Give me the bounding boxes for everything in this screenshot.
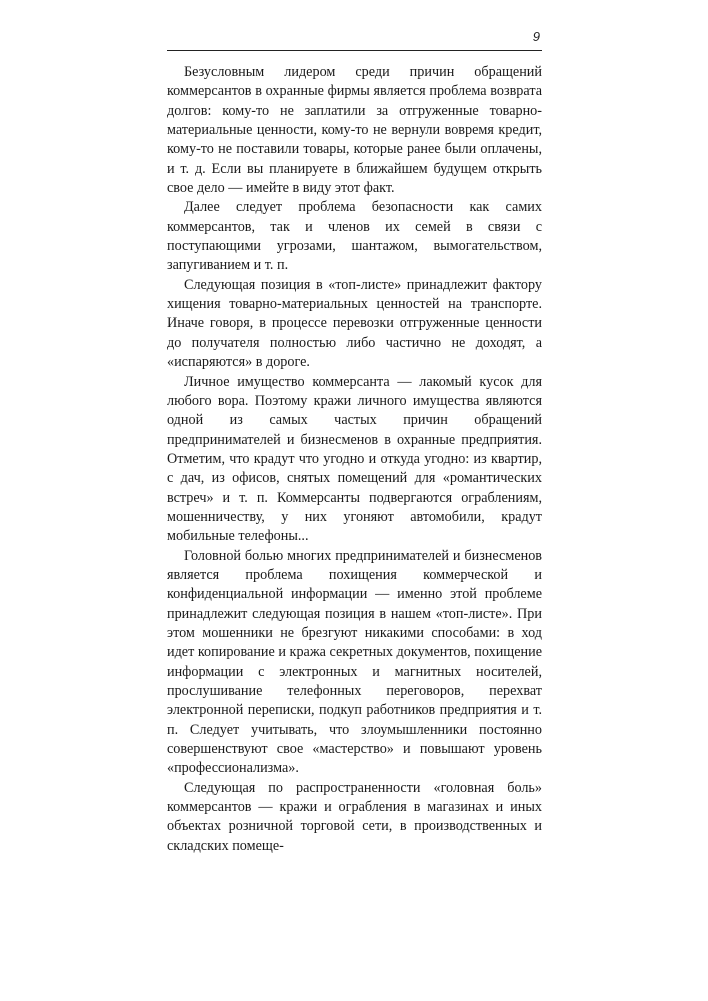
paragraph: Следующая по распространенности «головная боль» коммерсантов — кражи и ограбления в магазинах и иных объектах розничной торговой сети, в производственных и складских помеще- [167,779,542,854]
paragraph: Головной болью многих предпринимателей и бизнесменов является проблема похищения коммерческой и конфиденциальной информации — именно этой проблеме принадлежит следующая позиция в нашем «топ-листе». При этом мошенники не брезгуют никакими способами: в ход идет копирование и кража секретных документов, похищение информации с электронных и магнитных носителей, прослушивание телефонных переговоров, перехват электронной переписки, подкуп работников предприятия и т. п. Следует учитывать, что злоумышленники постоянно совершенствуют свое «мастерство» и повышают уровень «профессионализма». [167,547,542,777]
paragraph: Личное имущество коммерсанта — лакомый кусок для любого вора. Поэтому кражи личного имущества являются одной из самых частых причин обращений предпринимателей и бизнесменов в охранные предприятия. Отметим, что крадут что угодно и откуда угодно: из квартир, с дач, из офисов, снятых помещений для «романтических встреч» и т. п. Коммерсанты подвергаются ограблениям, мошенничеству, у них угоняют автомобили, крадут мобильные телефоны... [167,373,542,545]
running-header [167,28,542,51]
page-number: 9 [532,29,540,44]
paragraph: Безусловным лидером среди причин обращений коммерсантов в охранные фирмы является проблема возврата долгов: кому-то не заплатили за отгруженные товарно-материальные ценности, кому-то не вернули вовремя кредит, кому-то не поставили товары, которые ранее были оплачены, и т. д. Если вы планируете в ближайшем будущем открыть свое дело — имейте в виду этот факт. [167,64,542,197]
paragraph: Далее следует проблема безопасности как самих коммерсантов, так и членов их семей в связи с поступающими угрозами, шантажом, вымогательством, запугиванием и т. п. [167,199,542,274]
body-text [167,63,542,856]
paragraph: Следующая позиция в «топ-листе» принадлежит фактору хищения товарно-материальных ценностей на транспорте. Иначе говоря, в процессе перевозки отгруженные ценности до получателя полностью либо частично не доходят, а «испаряются» в дороге. [167,276,542,371]
